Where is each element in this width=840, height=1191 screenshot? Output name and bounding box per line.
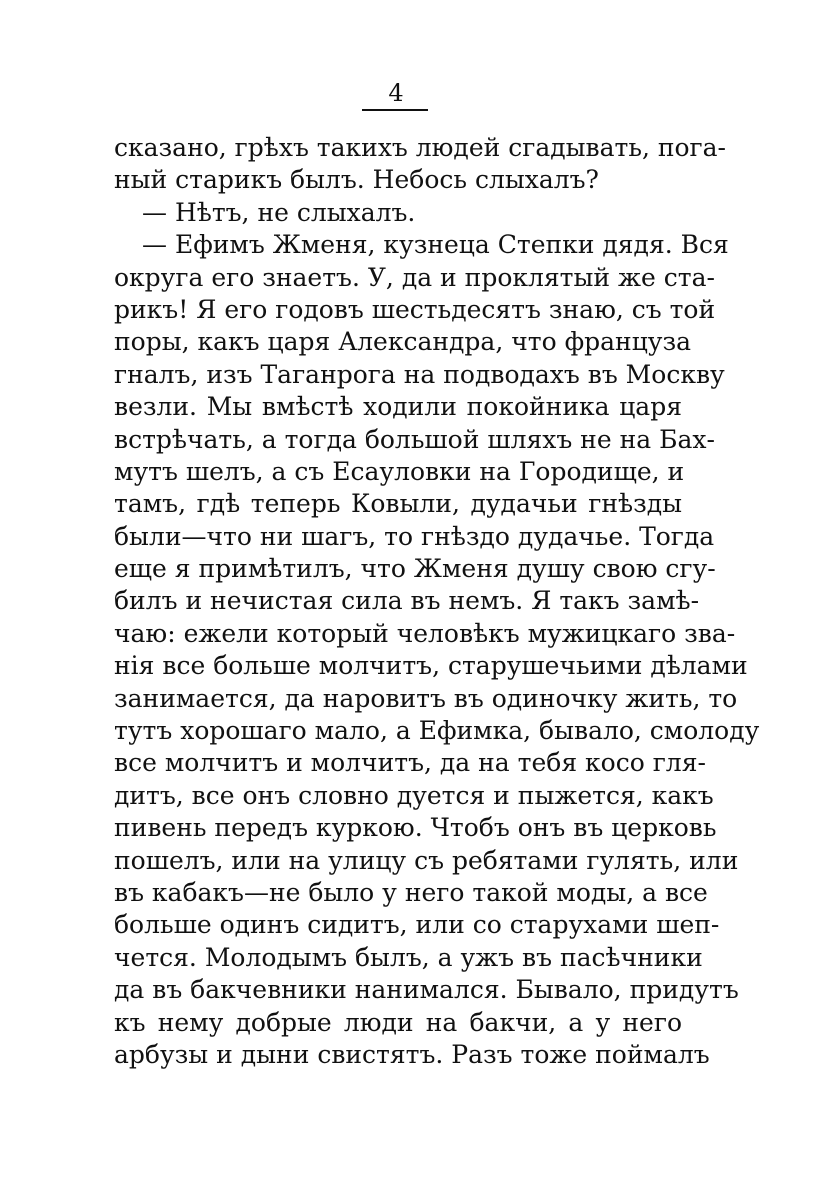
page-number: 4: [388, 79, 404, 107]
text-line: больше одинъ сидитъ, или со старухами шеп-: [114, 910, 720, 940]
text-line: къ нему добрые люди на бакчи, а у него: [114, 1007, 682, 1037]
text-line: — Ефимъ Жменя, кузнеца Степки дядя. Вся: [142, 230, 729, 260]
text-line: сказано, грѣхъ такихъ людей сгадывать, пога-: [114, 133, 726, 162]
text-line: нія все больше молчитъ, старушечьими дѣлами: [114, 651, 748, 681]
text-line: въ кабакъ—не было у него такой моды, а все: [114, 877, 708, 907]
text-line: да въ бакчевники нанимался. Бывало, придутъ: [114, 975, 739, 1005]
text-line: занимается, да наровитъ въ одиночку жить, то: [114, 683, 738, 713]
text-line: пошелъ, или на улицу съ ребятами гулять, или: [114, 845, 739, 875]
text-line: дитъ, все онъ словно дуется и пыжется, какъ: [114, 780, 714, 810]
text-line: арбузы и дыни свистятъ. Разъ тоже поймалъ: [114, 1039, 710, 1069]
text-line: были—что ни шагъ, то гнѣздо дудачье. Тогда: [114, 521, 715, 551]
page-number-rule: [362, 109, 428, 111]
body-text: [114, 132, 760, 1071]
text-line: рикъ! Я его годовъ шестьдесятъ знаю, съ той: [114, 294, 716, 324]
text-line: чется. Молодымъ былъ, а ужъ въ пасѣчники: [114, 942, 703, 972]
text-line: все молчитъ и молчитъ, да на тебя косо гля-: [114, 748, 706, 778]
text-line: тутъ хорошаго мало, а Ефимка, бывало, смолоду: [114, 716, 760, 746]
text-line: тамъ, гдѣ теперь Ковыли, дудачьи гнѣзды: [114, 489, 682, 519]
text-line: — Нѣтъ, не слыхалъ.: [142, 197, 416, 227]
text-line: гналъ, изъ Таганрога на подводахъ въ Москву: [114, 359, 725, 389]
text-line: мутъ шелъ, а съ Есауловки на Городище, и: [114, 456, 685, 486]
text-line: билъ и нечистая сила въ немъ. Я такъ замѣ-: [114, 586, 700, 616]
text-line: везли. Мы вмѣстѣ ходили покойника царя: [114, 392, 682, 422]
text-line: еще я примѣтилъ, что Жменя душу свою сгу-: [114, 554, 716, 584]
text-line: ный старикъ былъ. Небось слыхалъ?: [114, 165, 599, 195]
text-line: чаю: ежели который человѣкъ мужицкаго зва-: [114, 618, 736, 648]
text-line: поры, какъ царя Александра, что француза: [114, 327, 692, 357]
text-line: пивень передъ куркою. Чтобъ онъ въ церковь: [114, 813, 717, 843]
text-line: округа его знаетъ. У, да и проклятый же ста-: [114, 262, 715, 292]
text-line: встрѣчать, а тогда большой шляхъ не на Бах-: [114, 424, 715, 454]
